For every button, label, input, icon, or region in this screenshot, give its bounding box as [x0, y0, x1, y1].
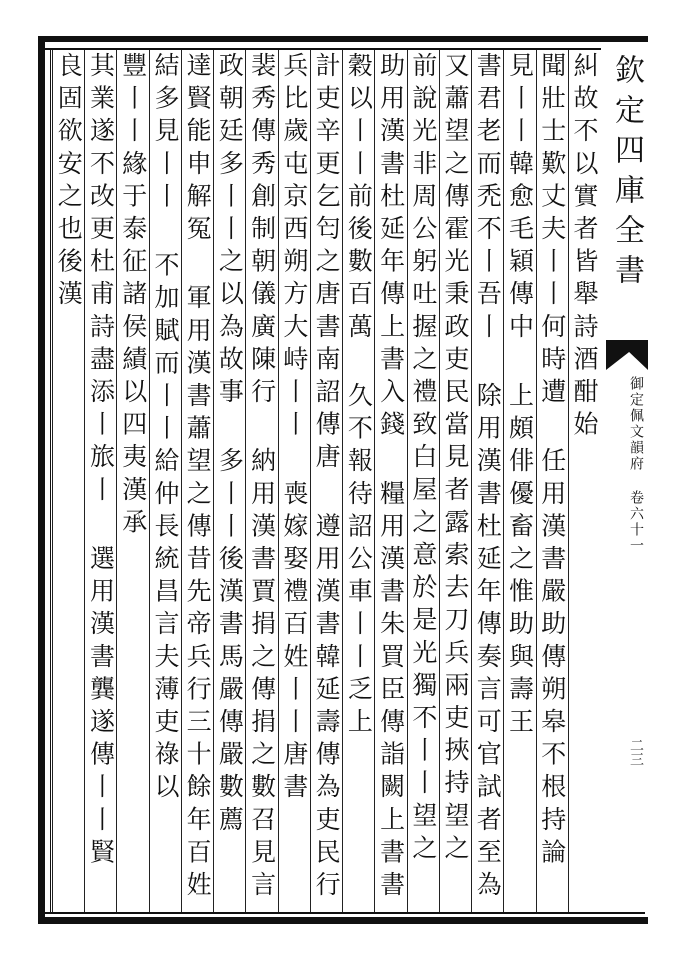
column-divider	[503, 50, 504, 912]
text-column: 達賢能申解冤 軍用漢書蕭望之傳昔先帝兵行三十餘年百姓	[183, 52, 213, 904]
column-divider	[213, 50, 214, 912]
text-column: 穀以丨丨前後數百萬 久不報待詔公車丨丨乏上	[344, 52, 374, 741]
text-column: 計吏辛更乞匄之唐書南詔傳唐 遵用漢書韓延壽傳為吏民行	[312, 52, 342, 904]
column-divider	[52, 50, 53, 912]
text-column: 豐丨丨緣于泰征諸侯績以四夷漢承	[118, 52, 148, 541]
column-divider	[568, 50, 569, 912]
volume-label: 御定佩文韻府 卷六十一	[628, 376, 644, 554]
text-column: 裴秀傳秀創制朝儀廣陳行 納用漢書賈捐之傳捐之數召見言	[247, 52, 277, 904]
inner-rule	[50, 48, 51, 914]
text-column: 助用漢書杜延年傳上書入錢 糧用漢書朱買臣傳詣闕上書書	[376, 52, 406, 904]
column-divider	[536, 50, 537, 912]
title-banner	[600, 50, 648, 912]
top-rule	[45, 48, 601, 50]
column-divider	[407, 50, 408, 912]
text-column: 其業遂不改更杜甫詩盡添丨旅丨 選用漢書龔遂傳丨丨賢	[86, 52, 116, 871]
column-divider	[278, 50, 279, 912]
page-number: 二三	[628, 738, 644, 766]
text-column: 前說光非周公躬吐握之禮致白屋之意於是光獨不丨丨望之	[408, 52, 438, 867]
column-divider	[471, 50, 472, 912]
column-divider	[181, 50, 182, 912]
column-divider	[342, 50, 343, 912]
book-title: 欽定四庫全書	[609, 54, 644, 294]
text-column: 聞壯士歎丈夫丨丨何時遭 任用漢書嚴助傳朔皋不根持論	[537, 52, 567, 871]
column-divider	[245, 50, 246, 912]
column-divider	[149, 50, 150, 912]
text-column: 兵比歲屯京西朔方大峙丨丨 喪嫁娶禮百姓丨丨唐書	[279, 52, 309, 806]
column-divider	[310, 50, 311, 912]
text-column: 良固欲安之也後漢	[54, 52, 84, 313]
text-column: 又蕭望之傳霍光秉政吏民當見者露索去刀兵兩吏挾持望之	[441, 52, 471, 867]
text-column: 書君老而禿不丨吾丨 除用漢書杜延年傳奏言可官試者至為	[473, 52, 503, 904]
text-column: 政朝廷多丨丨之以為故事 多丨丨後漢書馬嚴傳嚴數薦	[215, 52, 245, 839]
text-column: 結多見丨丨 不加賦而丨丨給仲長統昌言夫薄吏祿以	[150, 52, 180, 806]
column-divider	[374, 50, 375, 912]
fish-tail-mark	[606, 340, 648, 370]
text-column: 糾故不以實者皆舉詩酒酣始	[569, 52, 599, 444]
bottom-rule	[45, 912, 645, 914]
column-divider	[116, 50, 117, 912]
text-column: 見丨丨韓愈毛穎傳中 上頗俳優畜之惟助與壽王	[505, 52, 535, 741]
column-divider	[439, 50, 440, 912]
column-divider	[84, 50, 85, 912]
